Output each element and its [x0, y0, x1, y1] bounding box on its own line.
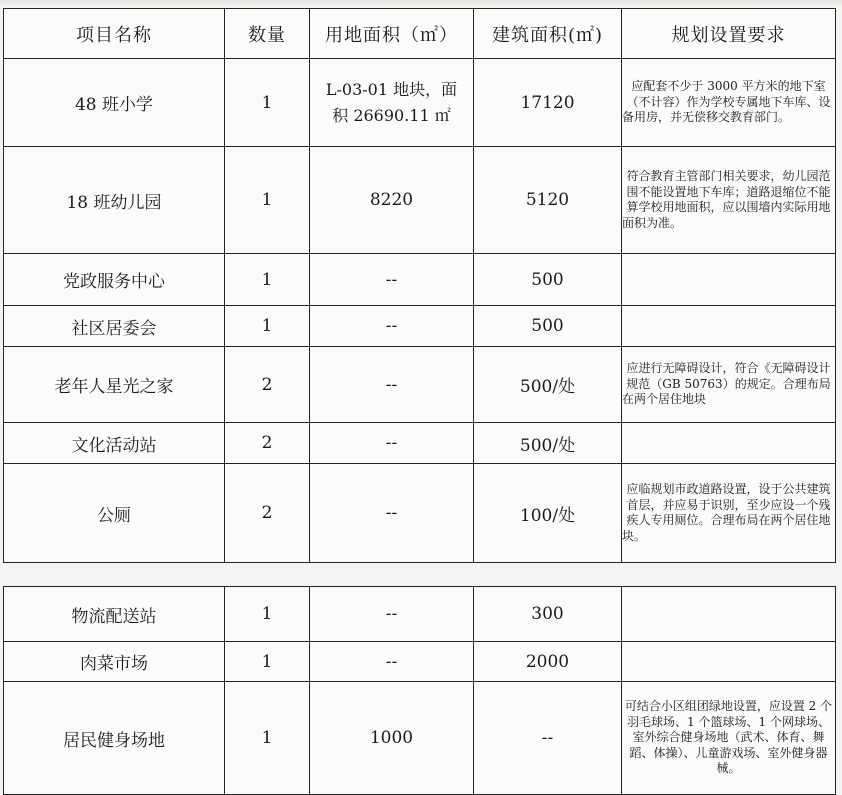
- facilities-table-upper: [3, 8, 836, 563]
- table-row: [4, 423, 836, 464]
- row-building-area: 500: [474, 306, 622, 347]
- table-row: [4, 642, 836, 682]
- row-land-area: --: [310, 423, 474, 464]
- row-land-area: --: [310, 306, 474, 347]
- row-requirements: [622, 642, 836, 682]
- header-count: 数量: [225, 9, 310, 59]
- row-name: 肉菜市场: [4, 642, 225, 682]
- table-row: [4, 464, 836, 563]
- row-name: 18 班幼儿园: [4, 147, 225, 254]
- row-land-area: --: [310, 587, 474, 642]
- table-row: [4, 347, 836, 423]
- table-row: [4, 682, 836, 795]
- row-land-area: L-03-01 地块，面积 26690.11 ㎡: [310, 59, 474, 147]
- row-count: 2: [225, 347, 310, 423]
- header-row: [4, 9, 836, 59]
- row-requirements: [622, 306, 836, 347]
- header-project-name: 项目名称: [4, 9, 225, 59]
- row-requirements: 可结合小区组团绿地设置，应设置 2 个羽毛球场、1 个篮球场、1 个网球场、室外综合健身场地（武术、体育、舞蹈、体操）、儿童游戏场、室外健身器械。: [622, 682, 836, 795]
- row-building-area: 100/处: [474, 464, 622, 563]
- scan-top-edge: [0, 0, 842, 8]
- row-building-area: 300: [474, 587, 622, 642]
- row-requirements: 应配套不少于 3000 平方米的地下室（不计容）作为学校专属地下车库、设备用房，并无偿移交教育部门。: [622, 59, 836, 147]
- row-requirements: 应临规划市政道路设置，设于公共建筑首层，并应易于识别，至少应设一个残疾人专用厕位。合理布局在两个居住地块。: [622, 464, 836, 563]
- row-count: 2: [225, 423, 310, 464]
- row-requirements: [622, 254, 836, 306]
- row-name: 党政服务中心: [4, 254, 225, 306]
- row-land-area: --: [310, 254, 474, 306]
- row-count: 1: [225, 642, 310, 682]
- row-count: 1: [225, 587, 310, 642]
- row-land-area: --: [310, 347, 474, 423]
- table-row: [4, 587, 836, 642]
- row-count: 1: [225, 682, 310, 795]
- table-row: [4, 147, 836, 254]
- row-building-area: 5120: [474, 147, 622, 254]
- row-building-area: 500/处: [474, 423, 622, 464]
- row-requirements: 应进行无障碍设计，符合《无障碍设计规范（GB 50763）的规定。合理布局在两个居住地块: [622, 347, 836, 423]
- row-requirements: [622, 587, 836, 642]
- row-land-area: --: [310, 642, 474, 682]
- row-count: 1: [225, 59, 310, 147]
- row-name: 社区居委会: [4, 306, 225, 347]
- row-building-area: 2000: [474, 642, 622, 682]
- row-name: 老年人星光之家: [4, 347, 225, 423]
- header-land-area: 用地面积（㎡）: [310, 9, 474, 59]
- header-requirements: 规划设置要求: [622, 9, 836, 59]
- row-building-area: 500/处: [474, 347, 622, 423]
- row-count: 1: [225, 254, 310, 306]
- row-count: 1: [225, 306, 310, 347]
- table-row: [4, 306, 836, 347]
- row-land-area: --: [310, 464, 474, 563]
- row-building-area: 17120: [474, 59, 622, 147]
- table-row: [4, 59, 836, 147]
- row-name: 48 班小学: [4, 59, 225, 147]
- row-name: 居民健身场地: [4, 682, 225, 795]
- row-land-area: 8220: [310, 147, 474, 254]
- row-count: 2: [225, 464, 310, 563]
- facilities-table-lower: [3, 586, 836, 795]
- row-land-area: 1000: [310, 682, 474, 795]
- row-requirements: 符合教育主管部门相关要求，幼儿园范围不能设置地下车库；道路退缩位不能算学校用地面积，应以围墙内实际用地面积为准。: [622, 147, 836, 254]
- row-building-area: --: [474, 682, 622, 795]
- header-building-area: 建筑面积(㎡): [474, 9, 622, 59]
- row-name: 物流配送站: [4, 587, 225, 642]
- table-row: [4, 254, 836, 306]
- row-name: 文化活动站: [4, 423, 225, 464]
- row-building-area: 500: [474, 254, 622, 306]
- row-name: 公厕: [4, 464, 225, 563]
- row-requirements: [622, 423, 836, 464]
- row-count: 1: [225, 147, 310, 254]
